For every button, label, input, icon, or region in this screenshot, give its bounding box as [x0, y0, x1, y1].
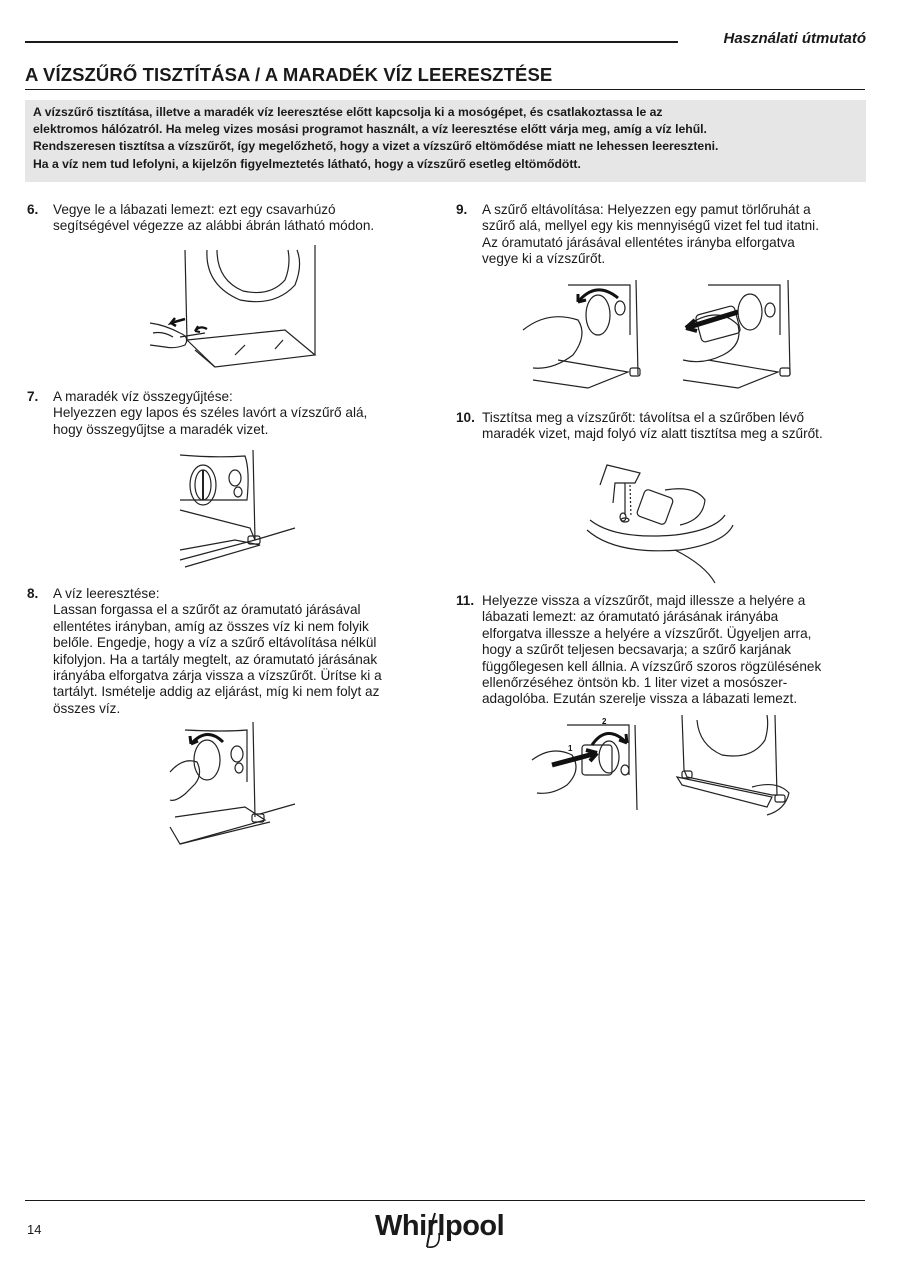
arrow-2-label: 2 — [602, 717, 607, 726]
step-text-line: Az óramutató járásával ellentétes irányba elforgatva — [482, 234, 795, 250]
warning-box — [25, 100, 866, 182]
warning-line: Ha a víz nem tud lefolyni, a kijelzőn figyelmeztetés látható, hogy a vízszűrő esetleg eltömődött. — [33, 156, 581, 171]
header-rule — [25, 41, 678, 43]
section-title: A VÍZSZŰRŐ TISZTÍTÁSA / A MARADÉK VÍZ LEERESZTÉSE — [25, 64, 865, 90]
whirlpool-logo — [371, 1203, 521, 1256]
filter-reinsert-illustration — [527, 715, 802, 825]
step-text-line: A maradék víz összegyűjtése: — [53, 389, 233, 404]
step-text-line: ellenőrzéséhez öntsön kb. 1 liter vizet a mosószer- — [482, 675, 788, 691]
step-text-line: Helyezzen egy lapos és széles lavórt a vízszűrő alá, — [53, 405, 368, 421]
step-text-line: A víz leeresztése: — [53, 586, 160, 601]
brand-wordmark: Whirlpool — [375, 1210, 505, 1242]
step-text-line: vegye ki a vízszűrőt. — [482, 251, 606, 267]
step-number: 7. — [27, 389, 39, 404]
step-11 — [456, 593, 866, 708]
step-text-line: adagolóba. Ezután szerelje vissza a lábazati lemezt. — [482, 691, 798, 707]
warning-line: elektromos hálózatról. Ha meleg vizes mosási programot használt, a víz leeresztése előtt várja meg, amíg a víz lehűl. — [33, 122, 707, 137]
filter-removal-illustration — [518, 280, 803, 395]
step-number: 8. — [27, 586, 39, 601]
arrow-1-label: 1 — [568, 744, 573, 753]
header-title: Használati útmutató — [723, 30, 866, 47]
step-text-line: Vegye le a lábazati lemezt: ezt egy csavarhúzó — [53, 202, 336, 217]
step-text-line: segítségével végezze az alábbi ábrán látható módon. — [53, 218, 375, 234]
step-10 — [456, 410, 866, 443]
step-text-line: irányába elforgatva zárja vissza a vízszűrőt. Ürítse ki a — [53, 668, 382, 684]
step-text-line: szűrő alá, mellyel egy kis mennyiségű vizet fel tud itatni. — [482, 218, 819, 234]
footer-rule — [25, 1200, 865, 1201]
step-text-line: hogy a szűrőt teljesen becsavarja; a szűrő karjának — [482, 642, 792, 658]
step-text-line: Helyezze vissza a vízszűrőt, majd illessze a helyére a — [482, 593, 806, 608]
step-text-line: Tisztítsa meg a vízszűrőt: távolítsa el a szűrőben lévő — [482, 410, 805, 425]
step-text-line: kifolyjon. Ha a tartály megtelt, az óramutató járásának — [53, 651, 378, 667]
step-text-line: hogy összegyűjtse a maradék vizet. — [53, 421, 269, 437]
step-text-line: maradék vizet, majd folyó víz alatt tisztítsa meg a szűrőt. — [482, 426, 823, 442]
step-number: 9. — [456, 202, 468, 217]
step-7 — [27, 389, 427, 438]
step-text-line: elforgatva illessze a helyére a vízszűrőt. Ügyeljen arra, — [482, 625, 812, 641]
basin-under-filter-illustration — [175, 450, 300, 570]
step-text-line: függőlegesen kell állnia. A vízszűrő szoros rögzülésének — [482, 658, 822, 674]
step-number: 11. — [456, 593, 475, 608]
step-number: 6. — [27, 202, 39, 217]
step-text-line: tartályt. Ismételje addig az eljárást, míg ki nem folyt az — [53, 684, 380, 700]
step-text-line: A szűrő eltávolítása: Helyezzen egy pamut törlőruhát a — [482, 202, 811, 217]
step-text-line: lábazati lemezt: az óramutató járásának irányába — [482, 609, 779, 625]
warning-line: Rendszeresen tisztítsa a vízszűrőt, így megelőzhető, hogy a vizet a vízszűrő eltömődése miatt ne lehessen leereszteni. — [33, 139, 719, 154]
step-9 — [456, 202, 866, 268]
step-8 — [27, 586, 427, 717]
draining-water-illustration — [165, 722, 300, 848]
warning-line: A vízszűrő tisztítása, illetve a maradék víz leeresztése előtt kapcsolja ki a mosógépet, és csatlakoztassa le az — [33, 105, 663, 119]
step-text-line: Lassan forgassa el a szűrőt az óramutató járásával — [53, 602, 361, 618]
step-text-line: ellentétes irányban, amíg az összes víz ki nem folyik — [53, 618, 369, 634]
kickplate-removal-illustration — [145, 245, 320, 370]
page-number: 14 — [27, 1222, 42, 1237]
step-number: 10. — [456, 410, 475, 425]
rinse-filter-illustration — [585, 455, 735, 585]
step-text-line: összes víz. — [53, 700, 121, 716]
step-text-line: belőle. Engedje, hogy a víz a szűrő eltávolítása nélkül — [53, 635, 377, 651]
step-6 — [27, 202, 427, 235]
